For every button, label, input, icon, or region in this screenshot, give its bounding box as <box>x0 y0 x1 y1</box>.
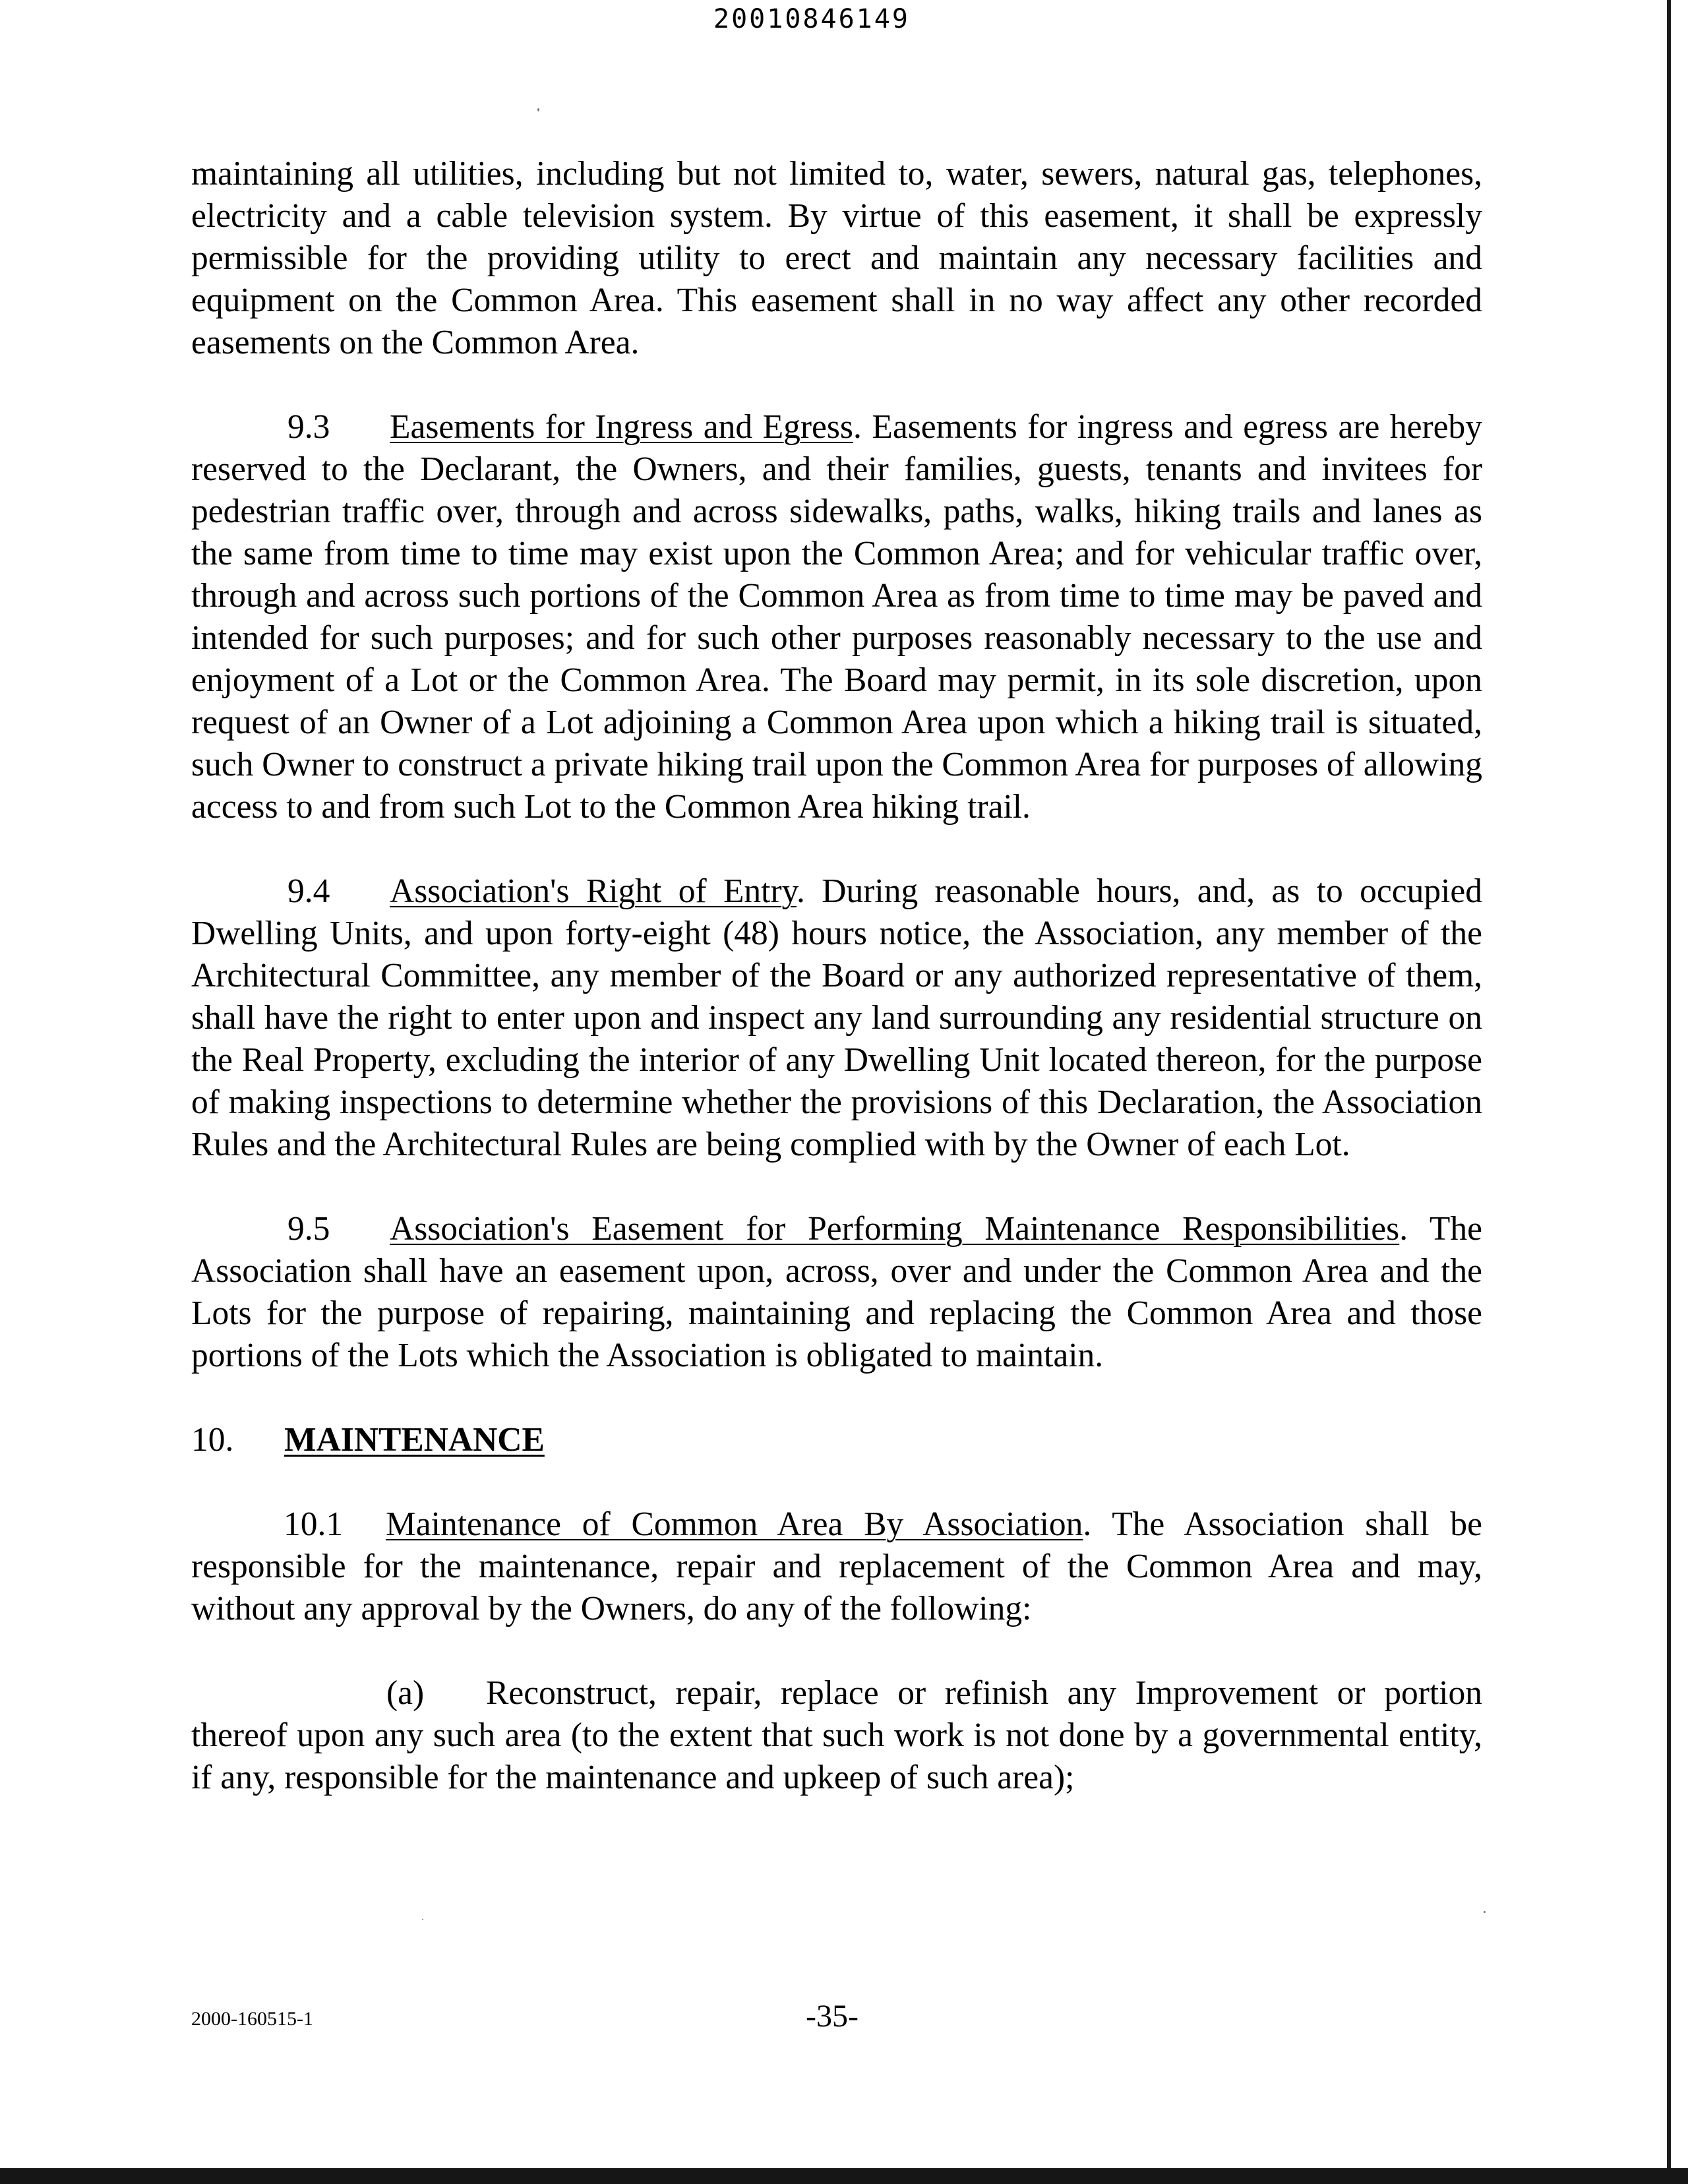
section-9-5 <box>191 1208 1482 1377</box>
section-title: Maintenance of Common Area By Association <box>386 1505 1083 1543</box>
paragraph-gap <box>191 1377 1482 1419</box>
scan-speck <box>537 108 539 111</box>
section-number: 9.5 <box>287 1210 330 1248</box>
bottom-edge-rule <box>0 2168 1688 2184</box>
paragraph-gap <box>191 364 1482 406</box>
footer-page-number: -35- <box>806 1999 859 2034</box>
paragraph-gap <box>191 1166 1482 1208</box>
paragraph-gap <box>191 1630 1482 1672</box>
section-9-3 <box>191 406 1482 828</box>
section-number: 9.3 <box>287 408 330 446</box>
document-number: 20010846149 <box>713 4 910 34</box>
section-number: 9.4 <box>287 872 330 910</box>
section-10-1 <box>191 1503 1482 1630</box>
section-text: . The Association shall be responsible for the maintenance, repair and replacement of the Common Area and may, without any approval by the Owners, do any of the following: <box>191 1505 1482 1627</box>
section-title: Easements for Ingress and Egress <box>390 408 853 446</box>
item-text: Reconstruct, repair, replace or refinish any Improvement or portion thereof upon any such area (to the extent that such work is not done by a governmental entity, if any, responsible for the maintenance and upkeep of such area); <box>191 1674 1482 1796</box>
section-title: Association's Right of Entry <box>390 872 797 910</box>
section-number: 10.1 <box>284 1505 344 1543</box>
scan-speck <box>1484 1911 1486 1913</box>
section-text: . During reasonable hours, and, as to occupied Dwelling Units, and upon forty-eight (48) hours notice, the Association, any member of the Architectural Committee, any member of the Board or any authorized representative of them, shall have the right to enter upon and inspect any land surrounding any residential structure on the Real Property, excluding the interior of any Dwelling Unit located thereon, for the purpose of making inspections to determine whether the provisions of this Declaration, the Association Rules and the Architectural Rules are being complied with by the Owner of each Lot. <box>191 872 1482 1163</box>
section-text: . Easements for ingress and egress are hereby reserved to the Declarant, the Owners, and their families, guests, tenants and invitees for pedestrian traffic over, through and across sidewalks, paths, walks, hiking trails and lanes as the same from time to time may exist upon the Common Area; and for vehicular traffic over, through and across such portions of the Common Area as from time to time may be paved and intended for such purposes; and for such other purposes reasonably necessary to the use and enjoyment of a Lot or the Common Area. The Board may permit, in its sole discretion, upon request of an Owner of a Lot adjoining a Common Area upon which a hiking trail is situated, such Owner to construct a private hiking trail upon the Common Area for purposes of allowing access to and from such Lot to the Common Area hiking trail. <box>191 408 1483 826</box>
section-text: . The Association shall have an easement upon, across, over and under the Common Area and the Lots for the purpose of repairing, maintaining and replacing the Common Area and those portions of the Lots which the Association is obligated to maintain. <box>191 1210 1482 1374</box>
right-edge-rule <box>1667 0 1671 2169</box>
paragraph-continuation <box>191 153 1482 364</box>
section-10-heading <box>191 1419 1482 1461</box>
paragraph-gap <box>191 828 1482 870</box>
scan-speck <box>422 1919 423 1920</box>
heading-title: MAINTENANCE <box>284 1421 545 1459</box>
section-title: Association's Easement for Performing Maintenance Responsibilities <box>390 1210 1400 1248</box>
continuation-text: maintaining all utilities, including but not limited to, water, sewers, natural gas, telephones, electricity and a cable television system. By virtue of this easement, it shall be expressly permissible for the providing utility to erect and maintain any necessary facilities and equipment on the Common Area. This easement shall in no way affect any other recorded easements on the Common Area. <box>191 155 1482 361</box>
item-a <box>191 1672 1482 1799</box>
heading-number: 10. <box>191 1421 234 1459</box>
footer-document-code: 2000-160515-1 <box>191 2008 313 2030</box>
item-label: (a) <box>386 1674 425 1712</box>
document-body <box>191 153 1482 1799</box>
section-9-4 <box>191 870 1482 1166</box>
paragraph-gap <box>191 1461 1482 1503</box>
